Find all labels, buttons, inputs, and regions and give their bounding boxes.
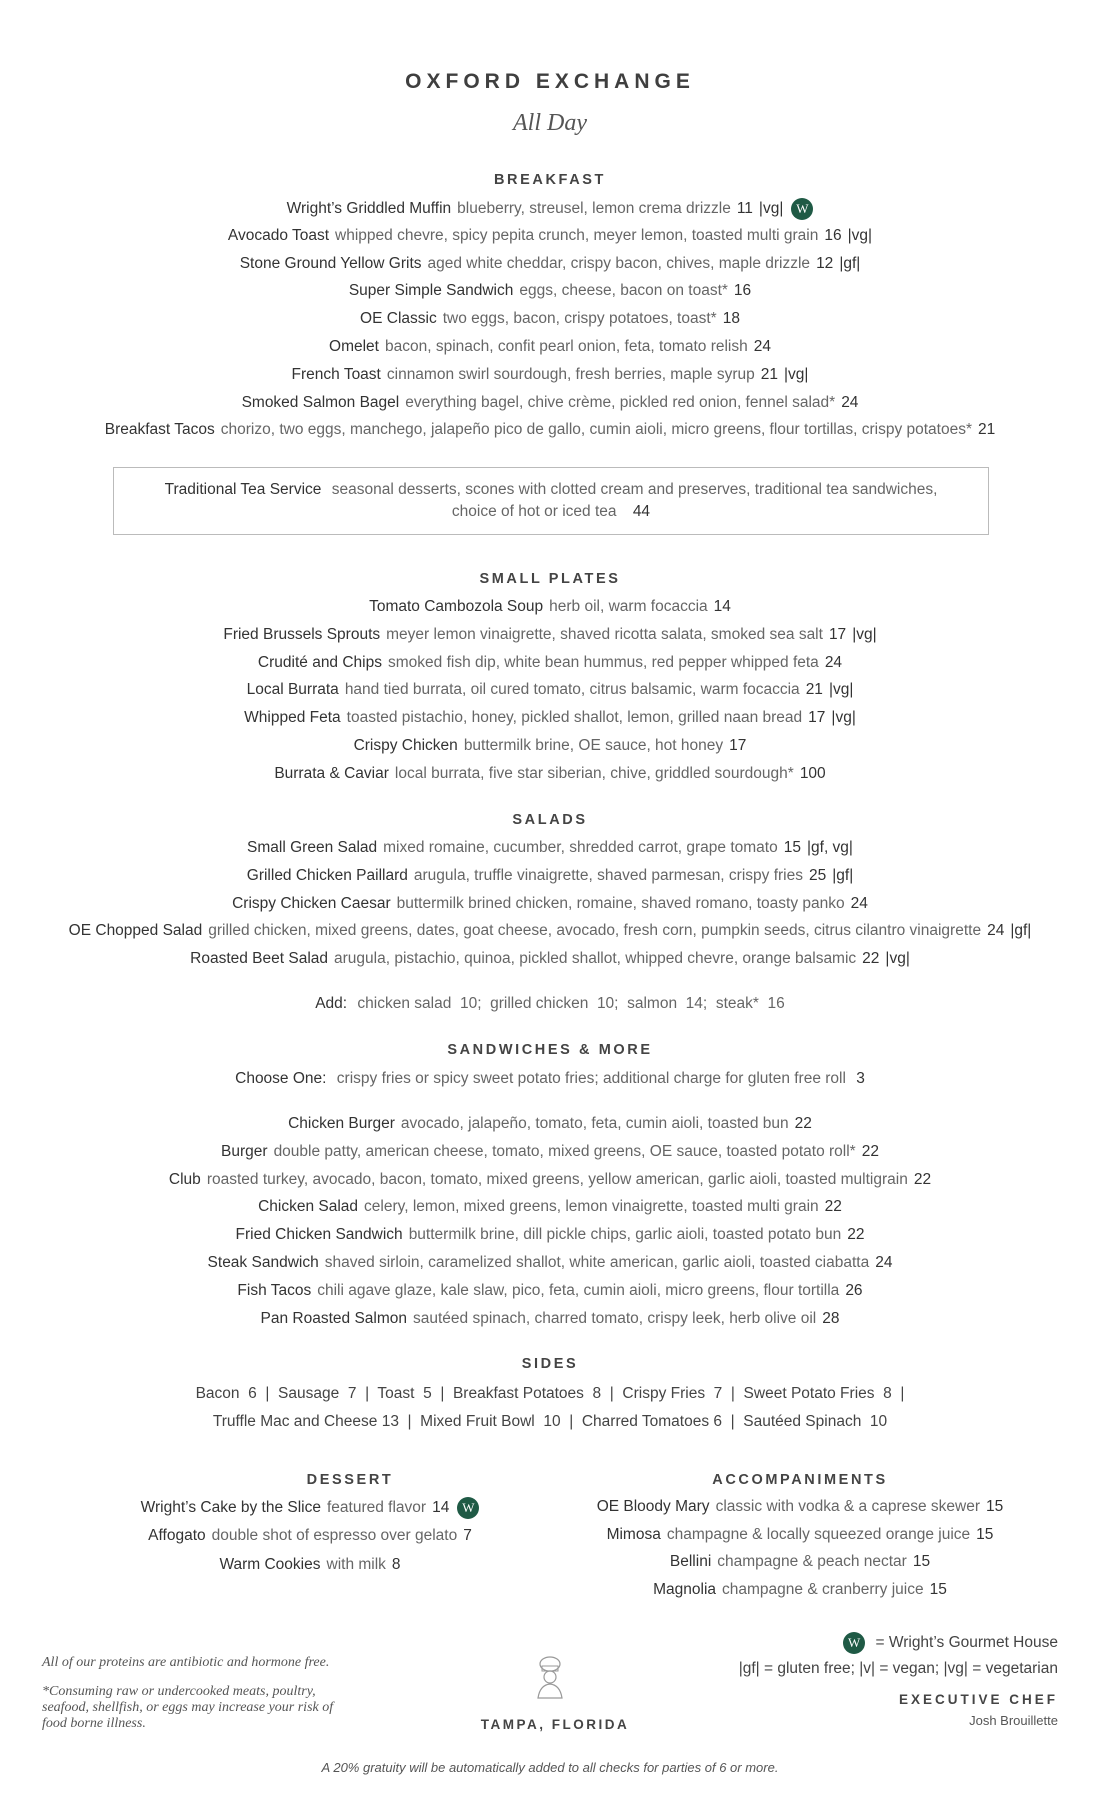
consumer-advisory-3: food borne illness.: [42, 1716, 146, 1731]
item-diet-tags: |vg|: [758, 200, 784, 218]
item-name: Small Green Salad: [247, 839, 378, 856]
item-price: 15: [783, 839, 801, 856]
item-description: shaved sirloin, caramelized shallot, white american, garlic aioli, toasted ciabatta: [324, 1254, 870, 1271]
wright-badge-icon: W: [457, 1497, 479, 1519]
item-name: Club: [168, 1170, 201, 1188]
item-description: smoked fish dip, white bean hummus, red pepper whipped feta: [388, 653, 819, 671]
item-price: 16: [824, 226, 842, 244]
item-name: Stone Ground Yellow Grits: [239, 254, 422, 272]
legend-wright: [843, 1632, 1058, 1654]
executive-chef-name: Josh Brouillette: [969, 1713, 1058, 1728]
item-price: 14: [432, 1499, 450, 1517]
choose-one-line: [0, 1069, 1100, 1089]
item-name: Chicken Salad: [258, 1198, 359, 1216]
item-name: French Toast: [291, 365, 381, 383]
item-description: whipped chevre, spicy pepita crunch, meyer lemon, toasted multi grain: [335, 226, 819, 244]
menu-item: [0, 894, 1100, 914]
menu-item: [0, 1225, 1100, 1245]
item-description: bacon, spinach, confit pearl onion, feta, tomato relish: [384, 338, 748, 355]
menu-item: [0, 625, 1100, 645]
item-name: Avocado Toast: [227, 226, 330, 244]
item-price: 17: [729, 737, 747, 754]
item-name: Bellini: [669, 1553, 712, 1570]
item-price: 11: [736, 200, 753, 218]
sides-line-1: Bacon 6 | Sausage 7 | Toast 5 | Breakfast Potatoes 8 | Crispy Fries 7 | Sweet Potato Fries 8 |: [195, 1385, 905, 1402]
menu-item: [0, 597, 1100, 617]
item-name: Omelet: [329, 338, 379, 355]
item-name: Wright’s Griddled Muffin: [286, 200, 452, 218]
item-description: hand tied burrata, oil cured tomato, citrus balsamic, warm focaccia: [344, 681, 800, 699]
item-name: OE Chopped Salad: [68, 922, 203, 940]
item-price: 22: [913, 1170, 932, 1188]
item-description: champagne & cranberry juice: [722, 1580, 924, 1598]
item-description: chili agave glaze, kale slaw, pico, feta, cumin aioli, micro greens, flour tortilla: [317, 1281, 840, 1299]
item-name: Breakfast Tacos: [104, 421, 215, 439]
item-price: 24: [987, 922, 1005, 940]
menu-item: [580, 1552, 1020, 1572]
proteins-note: All of our proteins are antibiotic and hormone free.: [42, 1655, 330, 1670]
item-description: blueberry, streusel, lemon crema drizzle: [457, 200, 731, 218]
item-description: champagne & locally squeezed orange juice: [666, 1525, 971, 1543]
item-description: roasted turkey, avocado, bacon, tomato, mixed greens, yellow american, garlic aioli, toasted multigrain: [206, 1170, 908, 1188]
item-description: local burrata, five star siberian, chive, griddled sourdough*: [394, 764, 794, 782]
menu-item: [0, 281, 1100, 301]
menu-item: [580, 1497, 1020, 1517]
menu-item: [0, 393, 1100, 413]
item-description: chorizo, two eggs, manchego, jalapeño pico de gallo, cumin aioli, micro greens, flour tortillas, crispy potatoes*: [220, 421, 973, 439]
item-name: Smoked Salmon Bagel: [241, 393, 400, 411]
choose-label: Choose One:: [235, 1070, 327, 1087]
item-name: Fried Brussels Sprouts: [223, 625, 381, 643]
menu-item: [0, 653, 1100, 673]
menu-item: [0, 198, 1100, 220]
item-price: 26: [845, 1281, 863, 1299]
item-diet-tags: |vg|: [847, 226, 873, 244]
item-name: Traditional Tea Service: [164, 481, 322, 498]
item-description: arugula, truffle vinaigrette, shaved parmesan, crispy fries: [413, 866, 803, 884]
item-description: grilled chicken, mixed greens, dates, goat cheese, avocado, fresh corn, pumpkin seeds, citrus cilantro vinaigrette: [208, 922, 982, 940]
menu-item: [100, 1555, 520, 1575]
menu-subtitle: All Day: [513, 110, 587, 136]
menu-item: [0, 254, 1100, 274]
item-price: 28: [822, 1309, 840, 1327]
legend-tags: |gf| = gluten free; |v| = vegan; |vg| = vegetarian: [738, 1660, 1058, 1677]
item-description: buttermilk brined chicken, romaine, shaved romano, toasty panko: [396, 894, 845, 912]
item-price: 22: [794, 1115, 812, 1132]
item-name: Magnolia: [653, 1580, 717, 1598]
item-price: 25: [809, 866, 827, 884]
item-description: champagne & peach nectar: [717, 1553, 907, 1570]
item-price: 12: [816, 254, 834, 272]
tea-service-line-1: [114, 479, 988, 501]
item-description: double patty, american cheese, tomato, mixed greens, OE sauce, toasted potato roll*: [273, 1142, 856, 1160]
menu-item: [580, 1525, 1020, 1545]
menu-item: [0, 1309, 1100, 1329]
item-price: 15: [976, 1525, 994, 1543]
executive-chef-title: EXECUTIVE CHEF: [898, 1692, 1058, 1707]
item-description: eggs, cheese, bacon on toast*: [519, 282, 728, 300]
section-title-salads: SALADS: [512, 812, 588, 828]
item-price: 22: [862, 950, 880, 968]
item-price: 14: [713, 598, 731, 615]
menu-item: [0, 1114, 1100, 1134]
gratuity-note: A 20% gratuity will be automatically added to all checks for parties of 6 or more.: [321, 1760, 779, 1775]
item-name: Wright’s Cake by the Slice: [140, 1499, 321, 1517]
restaurant-name: OXFORD EXCHANGE: [405, 70, 695, 93]
item-name: Tomato Cambozola Soup: [369, 598, 544, 615]
menu-item: [0, 764, 1100, 784]
item-description: featured flavor: [327, 1499, 427, 1517]
menu-item: [0, 226, 1100, 246]
item-price: 21: [805, 681, 823, 699]
sides-line-2: Truffle Mac and Cheese 13 | Mixed Fruit Bowl 10 | Charred Tomatoes 6 | Sautéed Spinach 10: [212, 1413, 888, 1430]
item-name: Chicken Burger: [288, 1115, 395, 1132]
section-title-sandwiches: SANDWICHES & MORE: [447, 1042, 653, 1058]
item-price: 15: [929, 1580, 947, 1598]
item-description: herb oil, warm focaccia: [549, 598, 708, 615]
item-price: 100: [799, 764, 826, 782]
item-name: Whipped Feta: [244, 709, 341, 727]
item-name: Mimosa: [606, 1525, 661, 1543]
menu-item: [0, 1281, 1100, 1301]
item-description: mixed romaine, cucumber, shredded carrot, grape tomato: [383, 839, 778, 856]
item-description: sautéed spinach, charred tomato, crispy leek, herb olive oil: [413, 1309, 817, 1327]
item-name: Crispy Chicken Caesar: [232, 894, 391, 912]
item-description: buttermilk brine, OE sauce, hot honey: [463, 737, 724, 754]
item-diet-tags: |gf|: [832, 866, 854, 884]
item-price: 22: [847, 1226, 865, 1244]
item-name: Local Burrata: [246, 681, 339, 699]
item-name: Steak Sandwich: [207, 1254, 319, 1271]
item-description: seasonal desserts, scones with clotted cream and preserves, traditional tea sandwiches,: [331, 481, 938, 498]
item-price: 21: [760, 365, 778, 383]
menu-item: [0, 1142, 1100, 1162]
item-diet-tags: |gf|: [839, 254, 861, 272]
item-price: 15: [986, 1498, 1004, 1515]
item-diet-tags: |vg|: [852, 625, 877, 643]
consumer-advisory-2: seafood, shellfish, or eggs may increase your risk of: [42, 1700, 334, 1715]
item-name: Grilled Chicken Paillard: [246, 866, 408, 884]
menu-item: [0, 921, 1100, 941]
item-price: 17: [808, 709, 826, 727]
menu-item: [0, 838, 1100, 858]
item-description: everything bagel, chive crème, pickled red onion, fennel salad*: [405, 393, 836, 411]
tea-service-box: [113, 467, 989, 535]
section-title-dessert: DESSERT: [306, 1472, 394, 1488]
item-diet-tags: |vg|: [885, 950, 910, 968]
item-diet-tags: |gf, vg|: [806, 839, 853, 856]
item-description: classic with vodka & a caprese skewer: [715, 1498, 981, 1515]
item-description: avocado, jalapeño, tomato, feta, cumin aioli, toasted bun: [400, 1115, 789, 1132]
section-title-accompaniments: ACCOMPANIMENTS: [712, 1472, 888, 1488]
item-price: 17: [828, 625, 847, 643]
item-price: 24: [850, 894, 868, 912]
menu-item: [0, 365, 1100, 385]
item-name: Affogato: [148, 1527, 206, 1544]
item-name: Pan Roasted Salmon: [260, 1309, 407, 1327]
item-name: Crispy Chicken: [353, 737, 458, 754]
menu-item: [0, 736, 1100, 756]
item-description: cinnamon swirl sourdough, fresh berries, maple syrup: [386, 365, 755, 383]
item-price: 8: [391, 1556, 401, 1573]
item-name: OE Classic: [360, 310, 437, 328]
salad-add-ons: [0, 994, 1100, 1014]
item-name: Warm Cookies: [219, 1556, 321, 1573]
legend-wright-text: = Wright’s Gourmet House: [875, 1634, 1058, 1652]
add-text: chicken salad 10; grilled chicken 10; salmon 14; steak* 16: [357, 995, 785, 1012]
item-name: Burger: [221, 1142, 268, 1160]
item-description: with milk: [326, 1556, 386, 1573]
item-name: Fish Tacos: [237, 1281, 312, 1299]
item-price: 44: [632, 503, 651, 520]
item-description: double shot of espresso over gelato: [211, 1527, 458, 1544]
item-price: 16: [733, 282, 752, 300]
menu-item: [100, 1497, 520, 1519]
item-price: 24: [824, 653, 843, 671]
item-price: 22: [861, 1142, 879, 1160]
item-name: OE Bloody Mary: [596, 1498, 710, 1515]
menu-item: [0, 680, 1100, 700]
choose-text: crispy fries or spicy sweet potato fries; additional charge for gluten free roll: [336, 1070, 846, 1087]
item-diet-tags: |vg|: [784, 365, 809, 383]
menu-item: [0, 1253, 1100, 1273]
choose-price: 3: [856, 1070, 865, 1087]
menu-item: [580, 1580, 1020, 1600]
item-diet-tags: |vg|: [828, 681, 854, 699]
menu-item: [0, 309, 1100, 329]
menu-item: [0, 1197, 1100, 1217]
menu-item: [0, 866, 1100, 886]
item-name: Burrata & Caviar: [274, 764, 389, 782]
item-name: Super Simple Sandwich: [348, 282, 514, 300]
item-name: Fried Chicken Sandwich: [235, 1226, 403, 1244]
item-description: buttermilk brine, dill pickle chips, garlic aioli, toasted potato bun: [408, 1226, 842, 1244]
item-price: 24: [753, 338, 771, 355]
item-price: 18: [722, 310, 740, 328]
item-name: Roasted Beet Salad: [190, 950, 329, 968]
item-description: aged white cheddar, crispy bacon, chives, maple drizzle: [427, 254, 811, 272]
item-price: 22: [824, 1198, 842, 1216]
tea-service-line-2: [114, 501, 988, 523]
item-description: toasted pistachio, honey, pickled shallot, lemon, grilled naan bread: [346, 709, 803, 727]
item-diet-tags: |gf|: [1010, 922, 1032, 940]
menu-item: [100, 1526, 520, 1546]
item-name: Crudité and Chips: [257, 653, 382, 671]
item-price: 24: [841, 393, 859, 411]
menu-item: [0, 708, 1100, 728]
menu-item: [0, 1170, 1100, 1190]
item-description: arugula, pistachio, quinoa, pickled shallot, whipped chevre, orange balsamic: [334, 950, 857, 968]
item-diet-tags: |vg|: [831, 709, 856, 727]
item-description: two eggs, bacon, crispy potatoes, toast*: [442, 310, 717, 328]
item-description: meyer lemon vinaigrette, shaved ricotta salata, smoked sea salt: [386, 625, 823, 643]
add-label: Add:: [315, 995, 348, 1012]
consumer-advisory-1: *Consuming raw or undercooked meats, poultry,: [42, 1684, 316, 1699]
menu-item: [0, 949, 1100, 969]
section-title-sides: SIDES: [521, 1356, 579, 1372]
item-price: 21: [978, 421, 996, 439]
item-price: 24: [875, 1254, 893, 1271]
item-description: celery, lemon, mixed greens, lemon vinaigrette, toasted multi grain: [364, 1198, 819, 1216]
section-title-breakfast: BREAKFAST: [493, 172, 606, 188]
location-city: TAMPA, FLORIDA: [480, 1717, 630, 1732]
wright-badge-icon: W: [843, 1632, 865, 1654]
item-price: 7: [463, 1527, 472, 1544]
wright-badge-icon: W: [791, 198, 813, 220]
chef-logo-icon: [530, 1652, 570, 1702]
item-description: choice of hot or iced tea: [451, 503, 617, 520]
menu-item: [0, 420, 1100, 440]
section-title-small-plates: SMALL PLATES: [479, 571, 621, 587]
item-price: 15: [912, 1553, 931, 1570]
menu-item: [0, 337, 1100, 357]
